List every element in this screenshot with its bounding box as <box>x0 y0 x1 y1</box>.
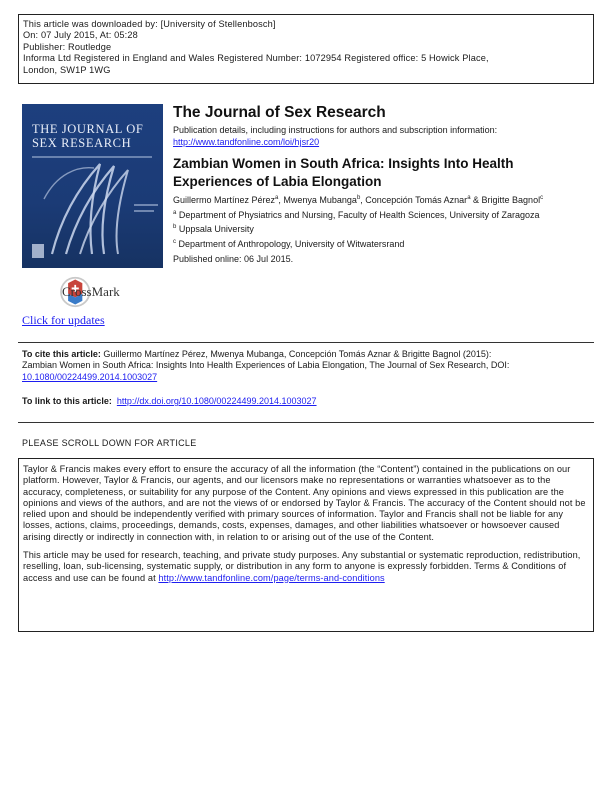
download-line: This article was downloaded by: [University of Stellenbosch] <box>23 19 276 29</box>
affiliation-mark: a <box>173 210 177 216</box>
published-online-date: Published online: 06 Jul 2015. <box>173 254 294 264</box>
registered-address: London, SW1P 1WG <box>23 64 111 75</box>
affiliation-a <box>173 210 540 220</box>
author-name: , Mwenya Mubanga <box>278 195 357 205</box>
authors-line <box>173 195 543 205</box>
author-affil-mark: a <box>275 195 279 201</box>
link-label: To link to this article: <box>22 396 112 406</box>
link-to-article <box>22 396 317 406</box>
terms-link[interactable]: http://www.tandfonline.com/page/terms-and-conditions <box>158 572 385 583</box>
affiliation-mark: b <box>173 224 177 230</box>
author-affil-mark: c <box>540 195 544 201</box>
cite-label: To cite this article: <box>22 349 101 359</box>
crossmark-label[interactable]: CrossMark <box>62 284 120 299</box>
citation-block <box>22 349 594 383</box>
affiliation-c <box>173 239 404 249</box>
publisher: Publisher: Routledge <box>23 41 112 52</box>
publication-details: Publication details, including instructions for authors and subscription information: <box>173 125 498 135</box>
disclaimer-box <box>18 458 594 632</box>
divider <box>18 422 594 423</box>
journal-link[interactable]: http://www.tandfonline.com/loi/hjsr20 <box>173 137 320 147</box>
cite-text: Zambian Women in South Africa: Insights Into Health Experiences of Labia Elongation, The Journal of Sex Research, DOI: <box>22 360 510 371</box>
usage-text: This article may be used for research, teaching, and private study purposes. Any substantial or systematic reproduction, redistribution, reselling, loan, sub-licensing, systematic supply, or distribution in any form to anyone is expressly forbidden. Terms & Conditions of access and use can be found at <box>23 550 581 583</box>
affiliation-b <box>173 224 254 234</box>
affiliation-text: Uppsala University <box>176 224 254 234</box>
affiliation-mark: c <box>173 239 176 245</box>
journal-cover-image <box>22 104 163 268</box>
download-info-box <box>18 14 594 84</box>
registration-info: Informa Ltd Registered in England and Wales Registered Number: 1072954 Registered office: 5 Howick Place, <box>23 53 489 64</box>
scroll-down-notice: PLEASE SCROLL DOWN FOR ARTICLE <box>22 438 197 448</box>
disclaimer-paragraph: Taylor & Francis makes every effort to ensure the accuracy of all the information (the “Content”) contained in the publications on our platform. However, Taylor & Francis, our agents, and our licensors make no representations or warranties whatsoever as to the accuracy, completeness, or suitability for any purpose of the Content. Any opinions and views expressed in this publication are the opinions and views of the authors, and are not the views of or endorsed by Taylor & Francis. The accuracy of the Content should not be relied upon and should be independently verified with primary sources of information. Taylor and Francis shall not be liable for any losses, actions, claims, proceedings, demands, costs, expenses, damages, and other liabilities whatsoever or howsoever caused arising directly or indirectly in connection with, in relation to or arising out of the use of the Content. <box>23 464 586 542</box>
journal-title: The Journal of Sex Research <box>173 104 386 121</box>
cite-text: Guillermo Martínez Pérez, Mwenya Mubanga, Concepción Tomás Aznar & Brigitte Bagnol (2015): <box>100 349 492 359</box>
affiliation-text: Department of Physiatrics and Nursing, Faculty of Health Sciences, University of Zaragoza <box>176 210 540 220</box>
author-name: Guillermo Martínez Pérez <box>173 195 276 205</box>
author-name: , Concepción Tomás Aznar <box>360 195 468 205</box>
download-date: On: 07 July 2015, At: 05:28 <box>23 30 138 41</box>
author-name: & Brigitte Bagnol <box>470 195 541 205</box>
divider <box>18 342 594 343</box>
doi-link[interactable]: 10.1080/00224499.2014.1003027 <box>22 371 158 382</box>
article-title: Zambian Women in South Africa: Insights Into Health Experiences of Labia Elongation <box>173 156 514 189</box>
cover-artwork <box>22 104 163 268</box>
author-affil-mark: b <box>356 195 361 201</box>
article-doi-link[interactable]: http://dx.doi.org/10.1080/00224499.2014.1003027 <box>116 396 317 406</box>
click-for-updates-link[interactable]: Click for updates <box>22 313 105 327</box>
cover-title: THE JOURNAL OF SEX RESEARCH <box>32 122 144 150</box>
usage-paragraph <box>23 550 589 584</box>
author-affil-mark: a <box>467 195 471 201</box>
affiliation-text: Department of Anthropology, University of Witwatersrand <box>176 239 405 249</box>
